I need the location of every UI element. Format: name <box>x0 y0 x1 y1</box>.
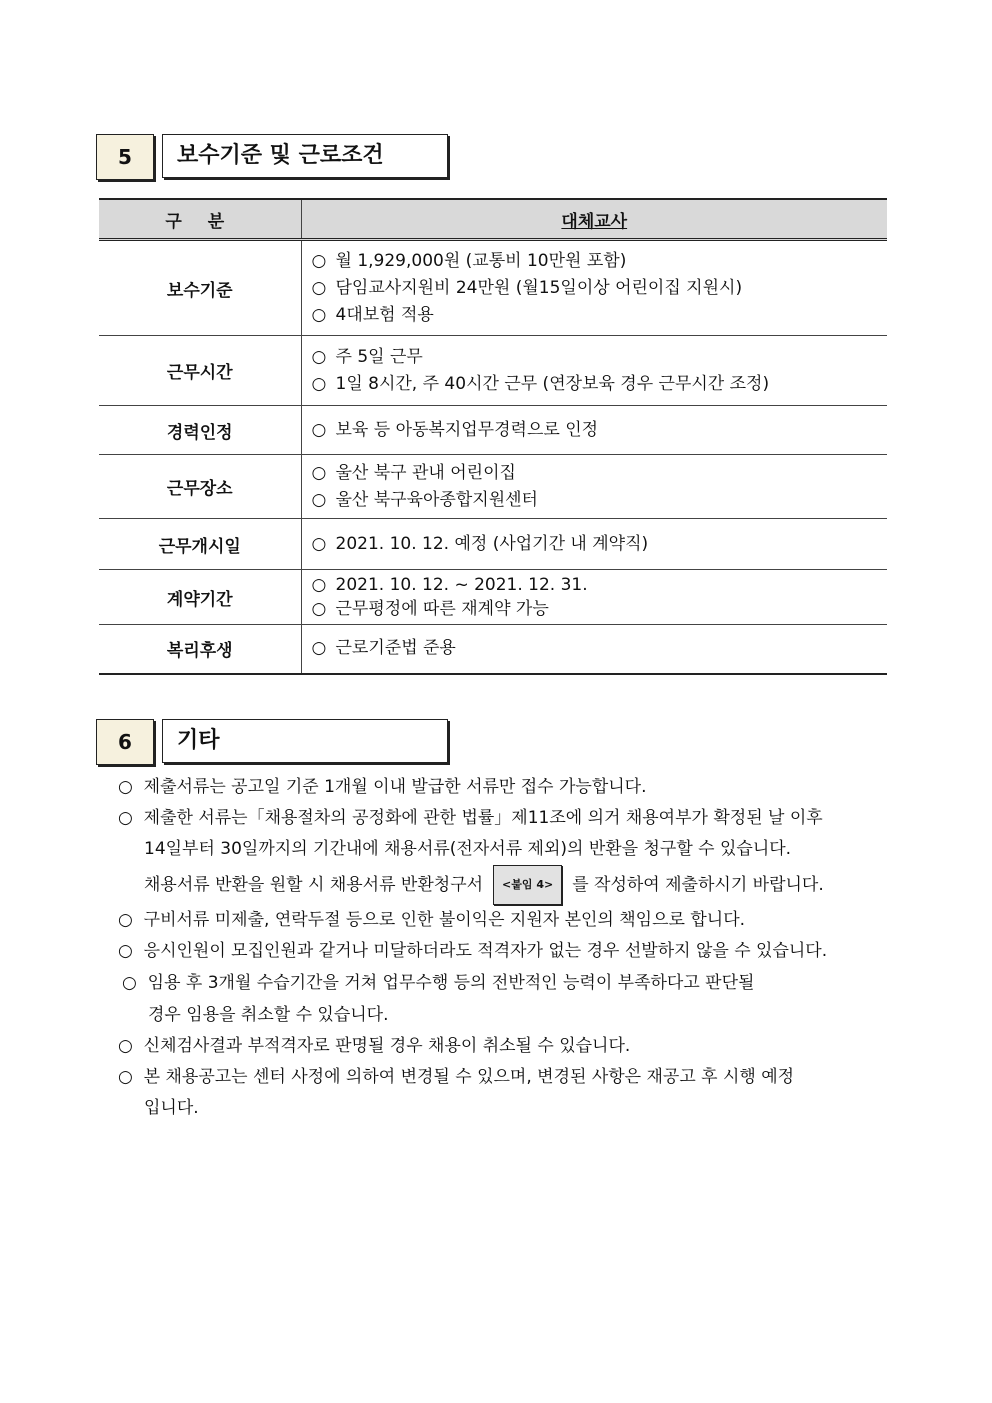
list-item: ○ 제출한 서류는「채용절차의 공정화에 관한 법률」제11조에 의거 채용여부가 확정된 날 이후 <box>118 808 823 828</box>
row-value <box>301 519 887 570</box>
row-value <box>301 625 887 674</box>
table-header-row <box>99 199 887 240</box>
list-item: ○ 구비서류 미제출, 연락두절 등으로 인한 불이익은 지원자 본인의 책임으로 합니다. <box>118 910 746 930</box>
value-line: ○ 1일 8시간, 주 40시간 근무 (연장보육 경우 근무시간 조정) <box>311 373 770 394</box>
row-label: 근무개시일 <box>99 519 301 570</box>
table-row <box>99 240 887 336</box>
list-item: ○ 본 채용공고는 센터 사정에 의하여 변경될 수 있으며, 변경된 사항은 재공고 후 시행 예정 <box>118 1067 795 1087</box>
value-line: ○ 담임교사지원비 24만원 (월15일이상 어린이집 지원시) <box>311 277 743 298</box>
value-line: ○ 근무평정에 따른 재계약 가능 <box>311 599 549 619</box>
table-row <box>99 336 887 406</box>
attachment-badge: <붙임 4> <box>493 865 562 905</box>
row-label: 계약기간 <box>99 570 301 625</box>
row-label: 복리후생 <box>99 625 301 674</box>
row-label: 근무장소 <box>99 455 301 519</box>
table-row <box>99 625 887 674</box>
notes-list <box>118 772 898 1124</box>
section-number: 6 <box>96 719 154 765</box>
table-row <box>99 406 887 455</box>
list-item: ○ 응시인원이 모집인원과 같거나 미달하더라도 적격자가 없는 경우 선발하지 않을 수 있습니다. <box>118 941 828 961</box>
value-line: ○ 4대보험 적용 <box>311 304 434 325</box>
list-item-continuation: 채용서류 반환을 원할 시 채용서류 반환청구서 <붙임 4> 를 작성하여 제출하시기 바랍니다. <box>118 865 898 905</box>
row-value <box>301 406 887 455</box>
table-row <box>99 519 887 570</box>
header-substitute-teacher: 대체교사 <box>301 199 887 240</box>
row-value <box>301 455 887 519</box>
section-title: 보수기준 및 근로조건 <box>162 134 448 178</box>
row-label: 보수기준 <box>99 240 301 336</box>
list-item-continuation: 경우 임용을 취소할 수 있습니다. <box>148 1005 389 1025</box>
value-line: ○ 울산 북구 관내 어린이집 <box>311 462 516 483</box>
list-item-continuation: 입니다. <box>144 1098 199 1118</box>
header-category: 구 분 <box>99 199 301 240</box>
row-label: 경력인정 <box>99 406 301 455</box>
row-value <box>301 570 887 625</box>
value-line: ○ 2021. 10. 12. 예정 (사업기간 내 계약직) <box>311 533 649 554</box>
list-item: ○ 임용 후 3개월 수습기간을 거쳐 업무수행 등의 전반적인 능력이 부족하다고 판단될 <box>122 973 755 993</box>
value-line: ○ 2021. 10. 12. ~ 2021. 12. 31. <box>311 575 588 595</box>
conditions-table <box>99 198 887 675</box>
value-line: ○ 주 5일 근무 <box>311 346 423 367</box>
value-line: ○ 근로기준법 준용 <box>311 638 456 659</box>
list-item-continuation: 14일부터 30일까지의 기간내에 채용서류(전자서류 제외)의 반환을 청구할 수 있습니다. <box>144 839 792 859</box>
table-row <box>99 570 887 625</box>
section-number: 5 <box>96 134 154 180</box>
list-item: ○ 신체검사결과 부적격자로 판명될 경우 채용이 취소될 수 있습니다. <box>118 1036 631 1056</box>
section-title: 기타 <box>162 719 448 763</box>
row-value <box>301 336 887 406</box>
table-row <box>99 455 887 519</box>
value-line: ○ 월 1,929,000원 (교통비 10만원 포함) <box>311 250 627 271</box>
row-value <box>301 240 887 336</box>
list-item: ○ 제출서류는 공고일 기준 1개월 이내 발급한 서류만 접수 가능합니다. <box>118 777 647 797</box>
value-line: ○ 울산 북구육아종합지원센터 <box>311 489 538 510</box>
value-line: ○ 보육 등 아동복지업무경력으로 인정 <box>311 419 599 440</box>
row-label: 근무시간 <box>99 336 301 406</box>
